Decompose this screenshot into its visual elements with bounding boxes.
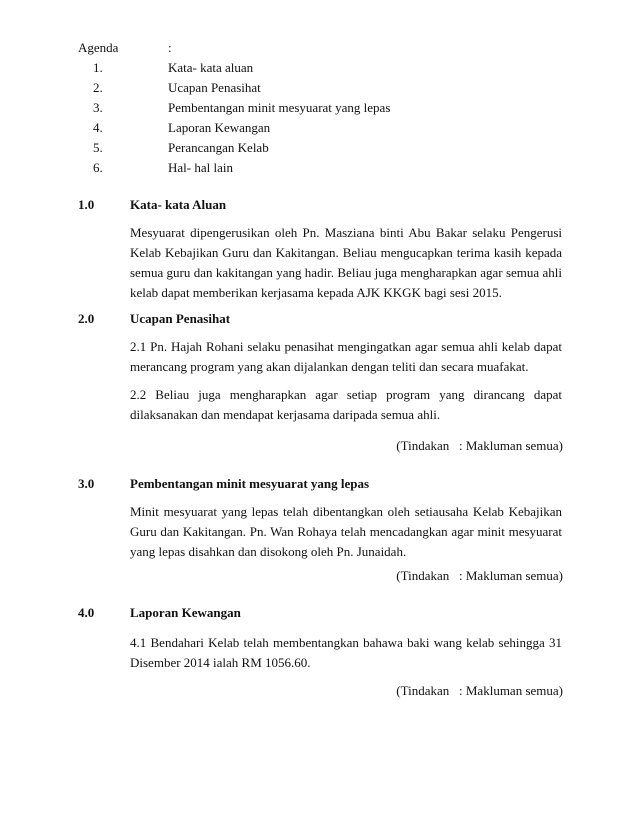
section-paragraph: Minit mesyuarat yang lepas telah dibentangkan oleh setiausaha Kelab Kebajikan Guru dan Kakitangan. Pn. Wan Rohaya telah mencadangkan agar minit mesyuarat yang lepas disahkan dan disokong oleh Pn. Junaidah. <box>130 504 562 559</box>
section-title: Kata- kata Aluan <box>130 197 227 212</box>
agenda-item <box>0 80 638 100</box>
section-number: 1.0 <box>78 197 95 212</box>
section-paragraph: 2.1 Pn. Hajah Rohani selaku penasihat mengingatkan agar semua ahli kelab dapat merancang program yang akan dijalankan dengan teliti dan secara muafakat. <box>130 339 562 374</box>
agenda-item-number: 6. <box>93 160 103 175</box>
section-number: 3.0 <box>78 476 95 491</box>
agenda-item-number: 3. <box>93 100 103 115</box>
agenda-item <box>0 140 638 160</box>
agenda-item-text: Ucapan Penasihat <box>168 80 261 95</box>
agenda-item-text: Hal- hal lain <box>168 160 233 175</box>
section-number: 2.0 <box>78 311 95 326</box>
section-paragraph: 2.2 Beliau juga mengharapkan agar setiap program yang dirancang dapat dilaksanakan dan mendapat kerjasama daripada semua ahli. <box>130 387 562 422</box>
agenda-item-text: Kata- kata aluan <box>168 60 254 75</box>
section-title: Pembentangan minit mesyuarat yang lepas <box>130 476 370 491</box>
action-note: (Tindakan : Makluman semua) <box>396 683 563 698</box>
agenda-item-text: Perancangan Kelab <box>168 140 269 155</box>
section-title: Laporan Kewangan <box>130 605 241 620</box>
agenda-item <box>0 60 638 80</box>
section-paragraph: Mesyuarat dipengerusikan oleh Pn. Masziana binti Abu Bakar selaku Pengerusi Kelab Kebajikan Guru dan Kakitangan. Beliau mengucapkan terima kasih kepada semua guru dan kakitangan yang hadir. Beliau juga mengharapkan agar semua ahli kelab dapat memberikan kerjasama kepada AJK KKGK bagi sesi 2015. <box>130 225 562 300</box>
section-title: Ucapan Penasihat <box>130 311 231 326</box>
agenda-item-number: 2. <box>93 80 103 95</box>
agenda-item-number: 5. <box>93 140 103 155</box>
section-number: 4.0 <box>78 605 95 620</box>
action-note: (Tindakan : Makluman semua) <box>396 568 563 583</box>
agenda-item-number: 4. <box>93 120 103 135</box>
section-paragraph: 4.1 Bendahari Kelab telah membentangkan bahawa baki wang kelab sehingga 31 Disember 2014 ialah RM 1056.60. <box>130 635 562 670</box>
agenda-item-text: Laporan Kewangan <box>168 120 271 135</box>
agenda-item <box>0 160 638 180</box>
agenda-heading: Agenda <box>78 40 119 55</box>
agenda-colon: : <box>168 40 172 55</box>
agenda-item-number: 1. <box>93 60 103 75</box>
agenda-item <box>0 100 638 120</box>
agenda-item-text: Pembentangan minit mesyuarat yang lepas <box>168 100 391 115</box>
agenda-item <box>0 120 638 140</box>
action-note: (Tindakan : Makluman semua) <box>396 438 563 453</box>
